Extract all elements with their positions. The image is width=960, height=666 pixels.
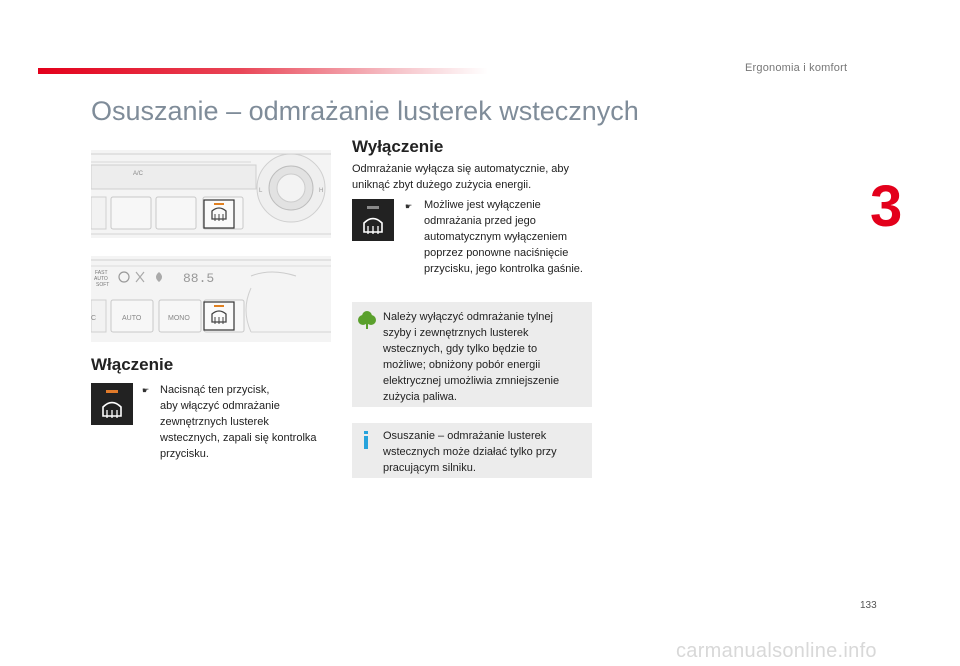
wlaczenie-heading: Włączenie [91, 355, 174, 374]
section-title: Ergonomia i komfort [745, 62, 848, 74]
climate-panel-photo [91, 148, 331, 342]
soft-label: SOFT [96, 282, 110, 288]
info-note-text: Osuszanie – odmrażanie lusterek wstecznych może działać tylko przy pracującym silniku. [383, 430, 557, 474]
temp-display: 88.5 [183, 271, 215, 286]
ac-label: A/C [133, 171, 144, 177]
eco-note-box [352, 302, 592, 407]
defrost-button-on-icon [91, 383, 133, 425]
info-icon [361, 431, 371, 449]
footer-watermark: carmanualsonline.info [676, 640, 877, 662]
bullet-marker: ☛ [405, 202, 413, 211]
page-number: 133 [860, 600, 877, 611]
bullet-marker: ☛ [142, 386, 150, 395]
eco-note-text: Należy wyłączyć odmrażanie tylnej szyby i zewnętrznych lusterek wstecznych, gdy tylko będzie to możliwe; obniżony pobór energii elektrycznej umożliwia zmniejszenie zużycia paliwa. [383, 311, 560, 403]
fast-label: FAST [95, 270, 108, 276]
btn-mono-label: MONO [168, 315, 190, 322]
climate-panel-illustration [91, 148, 331, 342]
leaf-icon [358, 310, 376, 330]
wylaczenie-heading: Wyłączenie [352, 137, 444, 156]
page-title: Osuszanie – odmrażanie lusterek wstecznych [91, 96, 639, 126]
info-note-box [352, 423, 592, 478]
auto-small-label: AUTO [94, 276, 108, 282]
chapter-number: 3 [870, 174, 903, 239]
btn-auto-label: AUTO [122, 315, 142, 322]
wlaczenie-text: Nacisnąć ten przycisk, aby włączyć odmrażanie zewnętrznych lusterek wstecznych, zapali się kontrolka przycisku. [160, 384, 317, 460]
wylaczenie-intro: Odmrażanie wyłącza się automatycznie, aby uniknąć zbyt dużego zużycia energii. [352, 163, 570, 191]
btn-left-label: C [91, 315, 97, 322]
wylaczenie-bullet-text: Możliwe jest wyłączenie odmrażania przed jego automatycznym wyłączeniem poprzez ponowne naciśnięcie przycisku, jego kontrolka gaśnie. [424, 199, 583, 275]
knob-letter-l: L [259, 188, 263, 194]
defrost-button-off-icon [352, 199, 394, 241]
knob-letter-h: H [319, 188, 324, 194]
header-accent-bar [38, 68, 488, 74]
